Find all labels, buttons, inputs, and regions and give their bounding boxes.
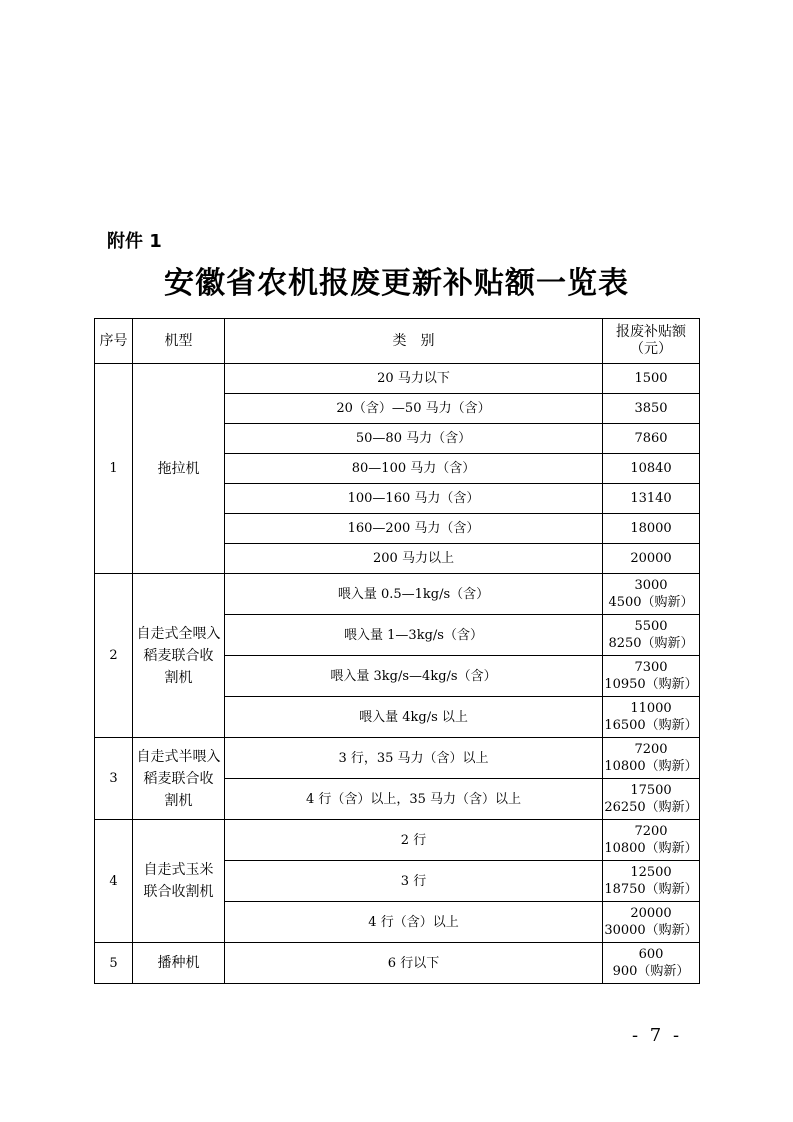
amount-value: 600 — [638, 947, 664, 962]
amount-value: 10840 — [630, 461, 672, 476]
amount-new-value: 4500（购新） — [608, 595, 694, 610]
amount-cell — [603, 514, 700, 544]
model-line: 自走式半喂入 — [136, 748, 221, 765]
model-cell — [133, 943, 225, 984]
model-line: 割机 — [164, 792, 193, 809]
amount-new-value: 10800（购新） — [604, 841, 698, 856]
category-cell: 50—80 马力（含） — [225, 424, 603, 454]
category-cell: 4 行（含）以上，35 马力（含）以上 — [225, 779, 603, 820]
seq-cell: 2 — [95, 574, 133, 738]
seq-cell: 1 — [95, 364, 133, 574]
category-cell: 喂入量 0.5—1kg/s（含） — [225, 574, 603, 615]
model-line: 稻麦联合收 — [143, 770, 214, 787]
category-cell: 100—160 马力（含） — [225, 484, 603, 514]
amount-cell — [603, 364, 700, 394]
amount-new-value: 10950（购新） — [604, 677, 698, 692]
amount-cell — [603, 820, 700, 861]
category-cell: 20 马力以下 — [225, 364, 603, 394]
amount-value: 7300 — [634, 660, 668, 675]
amount-cell — [603, 424, 700, 454]
category-cell: 喂入量 3kg/s—4kg/s（含） — [225, 656, 603, 697]
category-cell: 20（含）—50 马力（含） — [225, 394, 603, 424]
table-row — [95, 738, 700, 779]
model-cell — [133, 574, 225, 738]
seq-cell: 5 — [95, 943, 133, 984]
amount-cell — [603, 738, 700, 779]
table-row — [95, 574, 700, 615]
amount-value: 12500 — [630, 865, 672, 880]
amount-value: 20000 — [630, 906, 672, 921]
amount-new-value: 900（购新） — [612, 964, 690, 979]
amount-value: 11000 — [630, 701, 672, 716]
category-cell: 200 马力以上 — [225, 544, 603, 574]
category-cell: 喂入量 1—3kg/s（含） — [225, 615, 603, 656]
header-category: 类 别 — [225, 319, 603, 364]
amount-value: 17500 — [630, 783, 672, 798]
table-row — [95, 943, 700, 984]
amount-new-value: 8250（购新） — [608, 636, 694, 651]
amount-new-value: 10800（购新） — [604, 759, 698, 774]
amount-value: 13140 — [630, 491, 672, 506]
category-cell: 160—200 马力（含） — [225, 514, 603, 544]
amount-value: 18000 — [630, 521, 672, 536]
category-cell: 2 行 — [225, 820, 603, 861]
model-cell — [133, 364, 225, 574]
model-line: 割机 — [164, 669, 193, 686]
category-cell: 喂入量 4kg/s 以上 — [225, 697, 603, 738]
header-amount — [603, 319, 700, 364]
amount-value: 1500 — [634, 371, 668, 386]
model-line: 播种机 — [157, 955, 200, 971]
amount-new-value: 18750（购新） — [604, 882, 698, 897]
category-cell: 4 行（含）以上 — [225, 902, 603, 943]
amount-cell — [603, 615, 700, 656]
header-amount-line1: 报废补贴额 — [616, 324, 686, 340]
category-cell: 3 行 — [225, 861, 603, 902]
category-cell: 6 行以下 — [225, 943, 603, 984]
amount-value: 7200 — [634, 824, 668, 839]
amount-value: 3850 — [634, 401, 668, 416]
document-title: 安徽省农机报废更新补贴额一览表 — [164, 266, 629, 301]
amount-cell — [603, 484, 700, 514]
page-number: - 7 - — [632, 1025, 683, 1046]
amount-new-value: 16500（购新） — [604, 718, 698, 733]
model-line: 拖拉机 — [157, 460, 200, 477]
table-body — [95, 364, 700, 984]
model-line: 自走式全喂入 — [136, 625, 221, 642]
amount-value: 5500 — [634, 619, 668, 634]
table-row — [95, 820, 700, 861]
amount-cell — [603, 779, 700, 820]
amount-value: 7860 — [634, 431, 668, 446]
amount-new-value: 30000（购新） — [604, 923, 698, 938]
header-model: 机型 — [133, 319, 225, 364]
amount-cell — [603, 574, 700, 615]
table-header-row — [95, 319, 700, 364]
model-line: 联合收割机 — [143, 884, 214, 900]
amount-cell — [603, 394, 700, 424]
header-seq: 序号 — [95, 319, 133, 364]
amount-value: 3000 — [634, 578, 668, 593]
amount-new-value: 26250（购新） — [604, 800, 698, 815]
model-line: 自走式玉米 — [143, 862, 214, 878]
amount-cell — [603, 454, 700, 484]
model-line: 稻麦联合收 — [143, 647, 214, 664]
category-cell: 3 行，35 马力（含）以上 — [225, 738, 603, 779]
seq-cell: 3 — [95, 738, 133, 820]
amount-cell — [603, 861, 700, 902]
amount-cell — [603, 697, 700, 738]
amount-cell — [603, 656, 700, 697]
header-amount-line2: （元） — [630, 341, 672, 357]
table-row — [95, 364, 700, 394]
amount-cell — [603, 902, 700, 943]
model-cell — [133, 820, 225, 943]
amount-cell — [603, 943, 700, 984]
model-cell — [133, 738, 225, 820]
amount-value: 7200 — [634, 742, 668, 757]
amount-value: 20000 — [630, 551, 672, 566]
category-cell: 80—100 马力（含） — [225, 454, 603, 484]
amount-cell — [603, 544, 700, 574]
attachment-label: 附件 1 — [107, 231, 162, 252]
seq-cell: 4 — [95, 820, 133, 943]
subsidy-table — [94, 318, 700, 984]
